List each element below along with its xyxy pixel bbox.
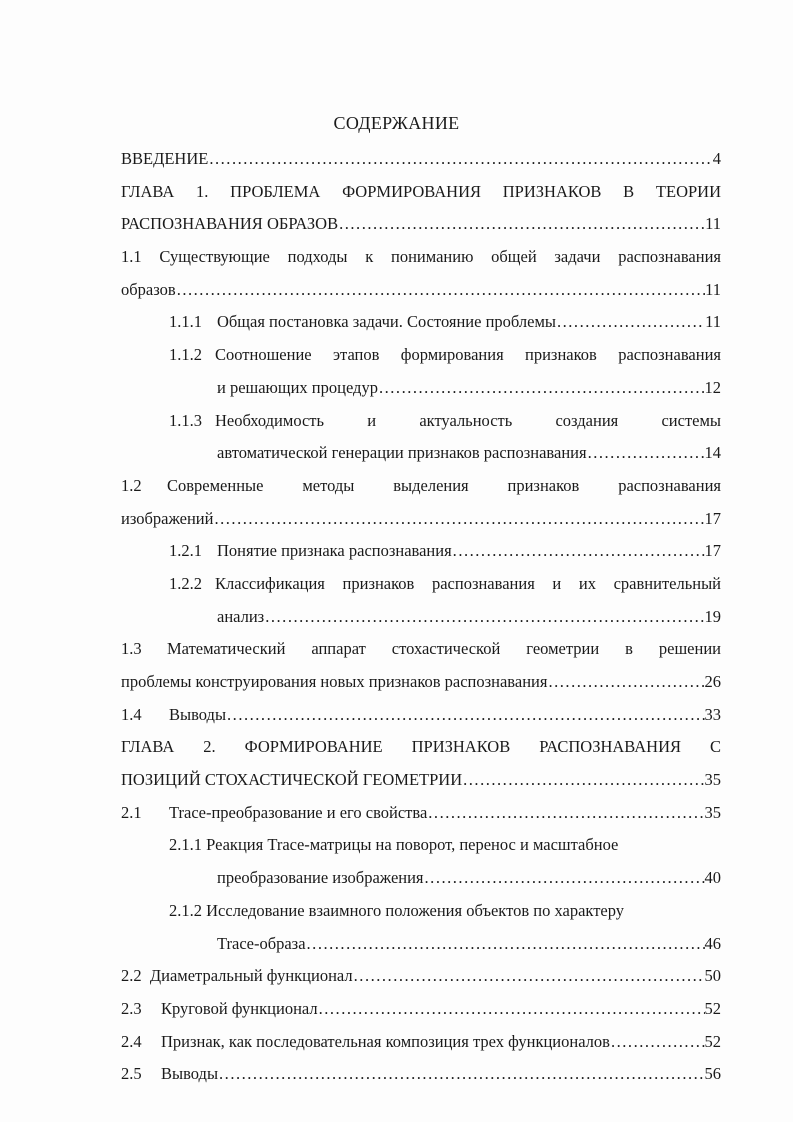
entry-text: Понятие признака распознавания bbox=[217, 541, 452, 561]
entry-text: автоматической генерации признаков распознавания bbox=[217, 443, 587, 463]
toc-entry-1-3-cont bbox=[121, 666, 721, 699]
toc-entry-intro bbox=[121, 143, 721, 176]
entry-text: ПОЗИЦИЙ СТОХАСТИЧЕСКОЙ ГЕОМЕТРИИ bbox=[121, 770, 463, 790]
toc-entry-1-1-cont bbox=[121, 274, 721, 307]
page-number: 56 bbox=[704, 1064, 721, 1084]
toc-entry-chapter-1-cont bbox=[121, 208, 721, 241]
toc-entry-1-2 bbox=[121, 470, 721, 503]
toc-entry-1-1: 1.1 Существующие подходы к пониманию общей задачи распознавания bbox=[121, 247, 721, 267]
entry-number: 2.5 bbox=[121, 1064, 142, 1084]
toc-entry-1-1-2 bbox=[169, 339, 721, 372]
toc-entry-1-1-2-cont bbox=[217, 372, 721, 405]
toc-entry-chapter-2: ГЛАВА 2. ФОРМИРОВАНИЕ ПРИЗНАКОВ РАСПОЗНАВАНИЯ С bbox=[121, 737, 721, 757]
entry-text: преобразование изображения bbox=[217, 868, 424, 888]
entry-number: 1.2 bbox=[121, 475, 142, 495]
entry-number: 1.1.2 bbox=[169, 345, 202, 365]
entry-text: образов bbox=[121, 279, 176, 299]
entry-text: Признак, как последовательная композиция трех функционалов bbox=[161, 1031, 610, 1051]
toc-entry-2-1-1-cont bbox=[217, 862, 721, 895]
entry-number: 1.4 bbox=[121, 704, 142, 724]
toc-entry-chapter-2-cont bbox=[121, 764, 721, 797]
toc-entry-2-1-2-cont bbox=[217, 928, 721, 961]
page-number: 4 bbox=[712, 149, 721, 168]
entry-text: Выводы bbox=[169, 704, 227, 724]
entry-text: Соотношение этапов формирования признаков распознавания bbox=[215, 345, 721, 365]
entry-text: Современные методы выделения признаков распознавания bbox=[167, 475, 721, 495]
entry-text: ВВЕДЕНИЕ bbox=[121, 149, 209, 168]
entry-text: анализ bbox=[217, 606, 265, 626]
entry-text: Математический аппарат стохастической геометрии в решении bbox=[167, 639, 721, 659]
toc-entry-1-1-3-cont bbox=[217, 437, 721, 470]
toc-entry-1-2-2-cont bbox=[217, 601, 721, 634]
toc-entry-1-2-2 bbox=[169, 568, 721, 601]
entry-text: изображений bbox=[121, 508, 214, 528]
entry-number: 2.4 bbox=[121, 1031, 142, 1051]
page-number: 46 bbox=[704, 933, 721, 953]
toc-entry-1-1-1 bbox=[169, 306, 721, 339]
entry-number: 2.1.1 bbox=[169, 835, 202, 855]
entry-number: 2.1 bbox=[121, 802, 142, 822]
page-number: 40 bbox=[704, 868, 721, 888]
toc-entry-2-3 bbox=[121, 993, 721, 1026]
entry-number: 2.3 bbox=[121, 998, 142, 1018]
entry-text: Trace-образа bbox=[217, 933, 306, 953]
page-number: 35 bbox=[704, 770, 721, 790]
page-number: 33 bbox=[704, 704, 721, 724]
toc-entry-1-1-3 bbox=[169, 405, 721, 438]
entry-text: и решающих процедур bbox=[217, 377, 378, 397]
toc-entry-2-4 bbox=[121, 1026, 721, 1059]
entry-number: 1.2.2 bbox=[169, 573, 202, 593]
entry-text: Круговой функционал bbox=[161, 998, 318, 1018]
toc-entry-2-1-2 bbox=[169, 895, 721, 928]
page-number: 11 bbox=[705, 214, 721, 234]
entry-text: Общая постановка задачи. Состояние проблемы bbox=[217, 312, 556, 332]
page-number: 35 bbox=[704, 802, 721, 822]
page-number: 11 bbox=[705, 279, 721, 299]
toc-entry-2-5 bbox=[121, 1058, 721, 1091]
toc-entry-2-1-1 bbox=[169, 829, 721, 862]
page-number: 11 bbox=[705, 312, 721, 332]
page-number: 19 bbox=[704, 606, 721, 626]
toc-entry-2-2 bbox=[121, 960, 721, 993]
entry-number: 2.1.2 bbox=[169, 900, 202, 920]
page-title: СОДЕРЖАНИЕ bbox=[333, 113, 460, 133]
page-number: 26 bbox=[704, 672, 721, 691]
entry-text: Trace-преобразование и его свойства bbox=[169, 802, 428, 822]
toc-entry-1-3 bbox=[121, 633, 721, 666]
entry-number: 1.1.1 bbox=[169, 312, 202, 332]
entry-text: Реакция Trace-матрицы на поворот, перенос и масштабное bbox=[206, 835, 619, 855]
toc-entry-2-1 bbox=[121, 797, 721, 830]
page-number: 17 bbox=[704, 508, 721, 528]
page-number: 14 bbox=[704, 443, 721, 463]
entry-number: 1.1.3 bbox=[169, 410, 202, 430]
page-number: 17 bbox=[704, 541, 721, 561]
entry-text: Исследование взаимного положения объектов по характеру bbox=[206, 900, 625, 920]
toc-entry-1-2-1 bbox=[169, 535, 721, 568]
entry-number: 1.3 bbox=[121, 639, 142, 659]
entry-text: проблемы конструирования новых признаков распознавания bbox=[121, 672, 548, 691]
table-of-contents bbox=[121, 143, 721, 1091]
toc-entry-chapter-1: ГЛАВА 1. ПРОБЛЕМА ФОРМИРОВАНИЯ ПРИЗНАКОВ В ТЕОРИИ bbox=[121, 181, 721, 201]
entry-text: РАСПОЗНАВАНИЯ ОБРАЗОВ bbox=[121, 214, 339, 234]
entry-text: Классификация признаков распознавания и их сравнительный bbox=[215, 573, 721, 593]
entry-text: Необходимость и актуальность создания системы bbox=[215, 410, 721, 430]
toc-entry-1-2-cont bbox=[121, 503, 721, 536]
entry-number: 2.2 bbox=[121, 966, 142, 986]
entry-text: Выводы bbox=[161, 1064, 219, 1084]
toc-entry-1-4 bbox=[121, 699, 721, 732]
page-number: 52 bbox=[704, 998, 721, 1018]
entry-text: Диаметральный функционал bbox=[149, 966, 353, 986]
page-number: 12 bbox=[704, 377, 721, 397]
entry-number: 1.2.1 bbox=[169, 541, 202, 561]
page-number: 50 bbox=[704, 966, 721, 986]
page-number: 52 bbox=[704, 1031, 721, 1051]
